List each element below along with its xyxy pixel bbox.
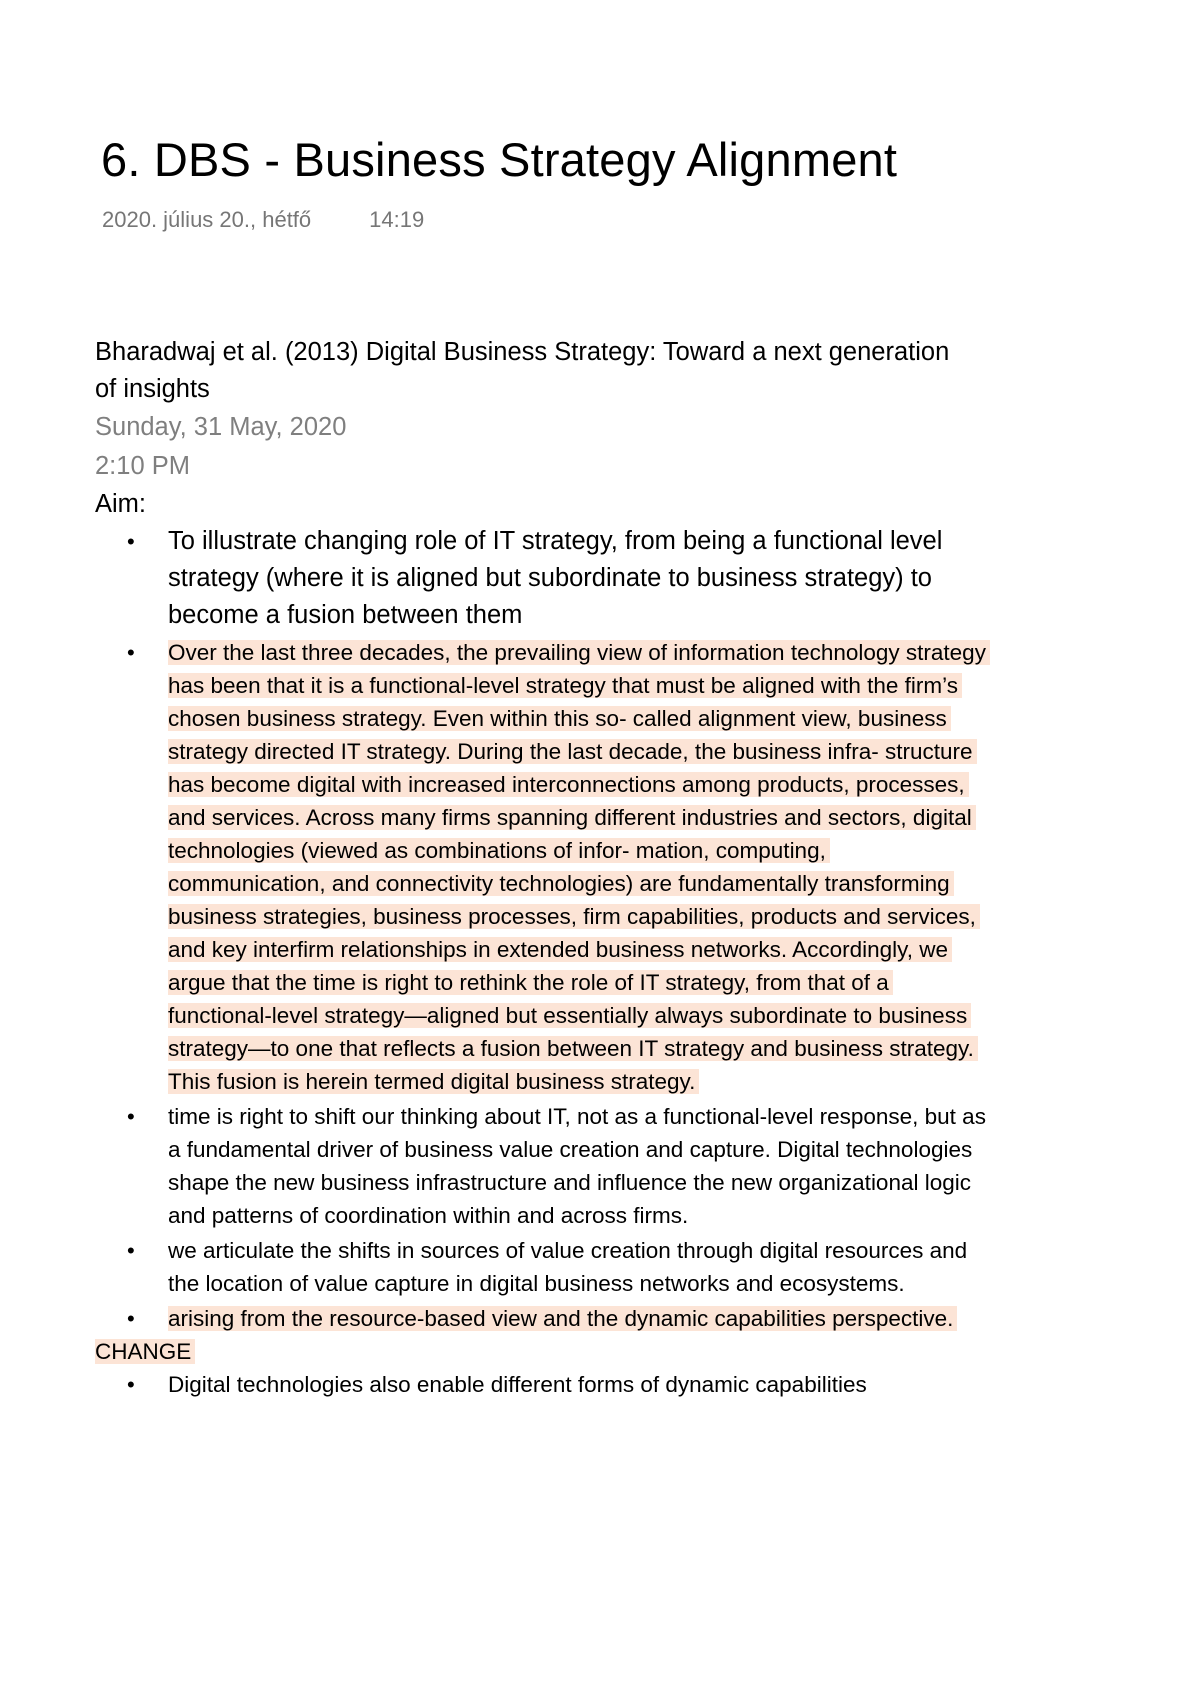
page-date: 2020. július 20., hétfő — [102, 207, 312, 232]
bullet-text: we articulate the shifts in sources of value creation through digital resources and the location of value capture in digital business networks and ecosystems. — [168, 1238, 968, 1296]
list-item — [95, 523, 978, 634]
aim-label: Aim: — [95, 490, 146, 518]
change-label: CHANGE — [95, 1339, 195, 1364]
highlighted-bullet-text: Over the last three decades, the prevailing view of information technology strategy has been that it is a functional-level strategy that must be aligned with the firm’s chosen business strategy. Even within this so- called alignment view, business strategy directed IT strategy. During the last decade, the business infra- structure has become digital with increased interconnections among products, processes, and services. Across many firms spanning different industries and sectors, digital technologies (viewed as combinations of infor- mation, computing, communication, and connectivity technologies) are fundamentally transforming business strategies, business processes, firm capabilities, products and services, and key interfirm relationships in extended business networks. Accordingly, we argue that the time is right to rethink the role of IT strategy, from that of a functional-level strategy—aligned but essentially always subordinate to business strategy—to one that reflects a fusion between IT strategy and business strategy. This fusion is herein termed digital business strategy. — [168, 640, 990, 1094]
bullet-text: time is right to shift our thinking about IT, not as a functional-level response, but as a fundamental driver of business value creation and capture. Digital technologies shape the new business infrastructure and influence the new organizational logic and patterns of coordination within and across firms. — [168, 1104, 986, 1228]
list-item — [95, 1368, 988, 1401]
aim-bullet-list — [95, 523, 995, 1335]
source-time: 2:10 PM — [95, 452, 190, 480]
list-item — [95, 1302, 988, 1335]
bullet-icon: • — [127, 1306, 135, 1331]
bullet-icon: • — [127, 1238, 135, 1263]
list-item — [95, 636, 988, 1098]
bullet-icon: • — [127, 640, 135, 665]
source-date: Sunday, 31 May, 2020 — [95, 413, 347, 441]
source-heading: Bharadwaj et al. (2013) Digital Business Strategy: Toward a next generation of insights — [95, 338, 950, 403]
bullet-icon: • — [127, 1104, 135, 1129]
list-item — [95, 1234, 988, 1300]
page-meta — [102, 205, 424, 235]
page-title: 6. DBS - Business Strategy Alignment — [101, 133, 898, 186]
change-heading — [95, 1335, 995, 1368]
bullet-text: Digital technologies also enable different forms of dynamic capabilities — [168, 1372, 867, 1397]
bullet-icon: • — [127, 1372, 135, 1397]
list-item — [95, 1100, 988, 1232]
highlighted-bullet-text: arising from the resource-based view and the dynamic capabilities perspective. — [168, 1306, 957, 1331]
bullet-text: To illustrate changing role of IT strategy, from being a functional level strategy (where it is aligned but subordinate to business strategy) to become a fusion between them — [168, 527, 943, 629]
page-time: 14:19 — [369, 207, 425, 232]
bullet-icon: • — [127, 529, 135, 554]
change-bullet-list — [95, 1368, 995, 1401]
note-content — [95, 334, 995, 1401]
